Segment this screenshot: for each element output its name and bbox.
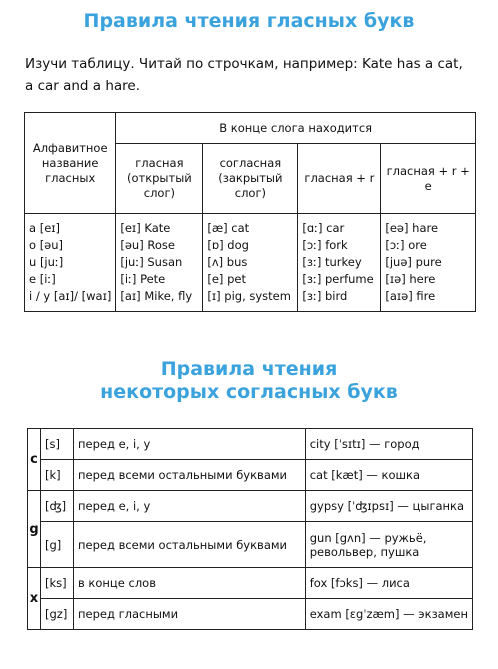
open-example: [aɪ] Mike, fly xyxy=(120,289,193,303)
vowel-alphabet: i / y [aɪ]/ [waɪ] xyxy=(29,289,112,303)
consonant-example: exam [ɛgˈzæm] — экзамен xyxy=(305,599,472,630)
open-example: [eɪ] Kate xyxy=(120,221,171,235)
r-example: [ɑː] car xyxy=(302,221,345,235)
vowel-rules-table xyxy=(24,112,476,312)
open-example: [əu] Rose xyxy=(120,238,175,252)
re-example: [ɪə] here xyxy=(385,272,436,286)
consonant-rule: в конце слов xyxy=(74,568,306,599)
consonant-letter: g xyxy=(28,491,41,568)
r-example: [ɜː] perfume xyxy=(302,272,374,286)
open-cell xyxy=(116,214,203,312)
section-title: Правила чтения некоторых согласных букв xyxy=(100,358,398,403)
consonant-rule: перед e, i, y xyxy=(74,491,306,522)
consonant-example: fox [fɔks] — лиса xyxy=(305,568,472,599)
consonant-example: gypsy [ˈʤɪpsɪ] — цыганка xyxy=(305,491,472,522)
r-example: [ɔː] fork xyxy=(302,238,348,252)
consonant-rule: перед всеми остальными буквами xyxy=(74,460,306,491)
col-r-header: гласная + r xyxy=(298,144,381,214)
r-cell xyxy=(298,214,381,312)
re-example: [juə] pure xyxy=(385,255,442,269)
r-example: [ɜː] bird xyxy=(302,289,348,303)
consonant-rule: перед всеми остальными буквами xyxy=(74,522,306,568)
consonant-sound: [ks] xyxy=(41,568,74,599)
closed-example: [ʌ] bus xyxy=(207,255,248,269)
vowel-alphabet: e [iː] xyxy=(29,272,56,286)
re-example: [eə] hare xyxy=(385,221,439,235)
re-example: [ɔː] ore xyxy=(385,238,427,252)
consonant-sound: [gz] xyxy=(41,599,74,630)
closed-example: [e] pet xyxy=(207,272,246,286)
closed-example: [ɪ] pig, system xyxy=(207,289,291,303)
consonant-example: cat [kæt] — кошка xyxy=(305,460,472,491)
consonant-example: gun [gʌn] — ружьё, револьвер, пушка xyxy=(305,522,472,568)
closed-cell xyxy=(203,214,298,312)
vowel-alphabet: u [juː] xyxy=(29,255,64,269)
page-title: Правила чтения гласных букв xyxy=(83,10,415,32)
col-alphabet-header: Алфавитное название гласных xyxy=(25,113,116,214)
consonant-letter: x xyxy=(28,568,41,630)
re-cell xyxy=(381,214,476,312)
consonant-rule: перед e, i, y xyxy=(74,429,306,460)
vowel-alphabet: o [əu] xyxy=(29,238,64,252)
consonant-letter: c xyxy=(28,429,41,491)
consonant-sound: [s] xyxy=(41,429,74,460)
consonant-sound: [ʤ] xyxy=(41,491,74,522)
r-example: [ɜː] turkey xyxy=(302,255,362,269)
consonant-sound: [k] xyxy=(41,460,74,491)
closed-example: [ɒ] dog xyxy=(207,238,249,252)
consonant-rules-table xyxy=(27,428,473,630)
intro-text: Изучи таблицу. Читай по строчкам, например: Kate has a cat, a car and a hare. xyxy=(25,56,463,94)
col-open-header: гласная (открытый слог) xyxy=(116,144,203,214)
consonant-sound: [g] xyxy=(41,522,74,568)
open-example: [iː] Pete xyxy=(120,272,166,286)
alphabet-cell xyxy=(25,214,116,312)
open-example: [juː] Susan xyxy=(120,255,183,269)
col-re-header: гласная + r + e xyxy=(381,144,476,214)
closed-example: [æ] cat xyxy=(207,221,250,235)
header-group: В конце слога находится xyxy=(116,113,476,144)
consonant-rule: перед гласными xyxy=(74,599,306,630)
vowel-alphabet: a [eɪ] xyxy=(29,221,61,235)
consonant-example: city [ˈsɪtɪ] — город xyxy=(305,429,472,460)
col-closed-header: согласная (закрытый слог) xyxy=(203,144,298,214)
re-example: [aɪə] fire xyxy=(385,289,436,303)
